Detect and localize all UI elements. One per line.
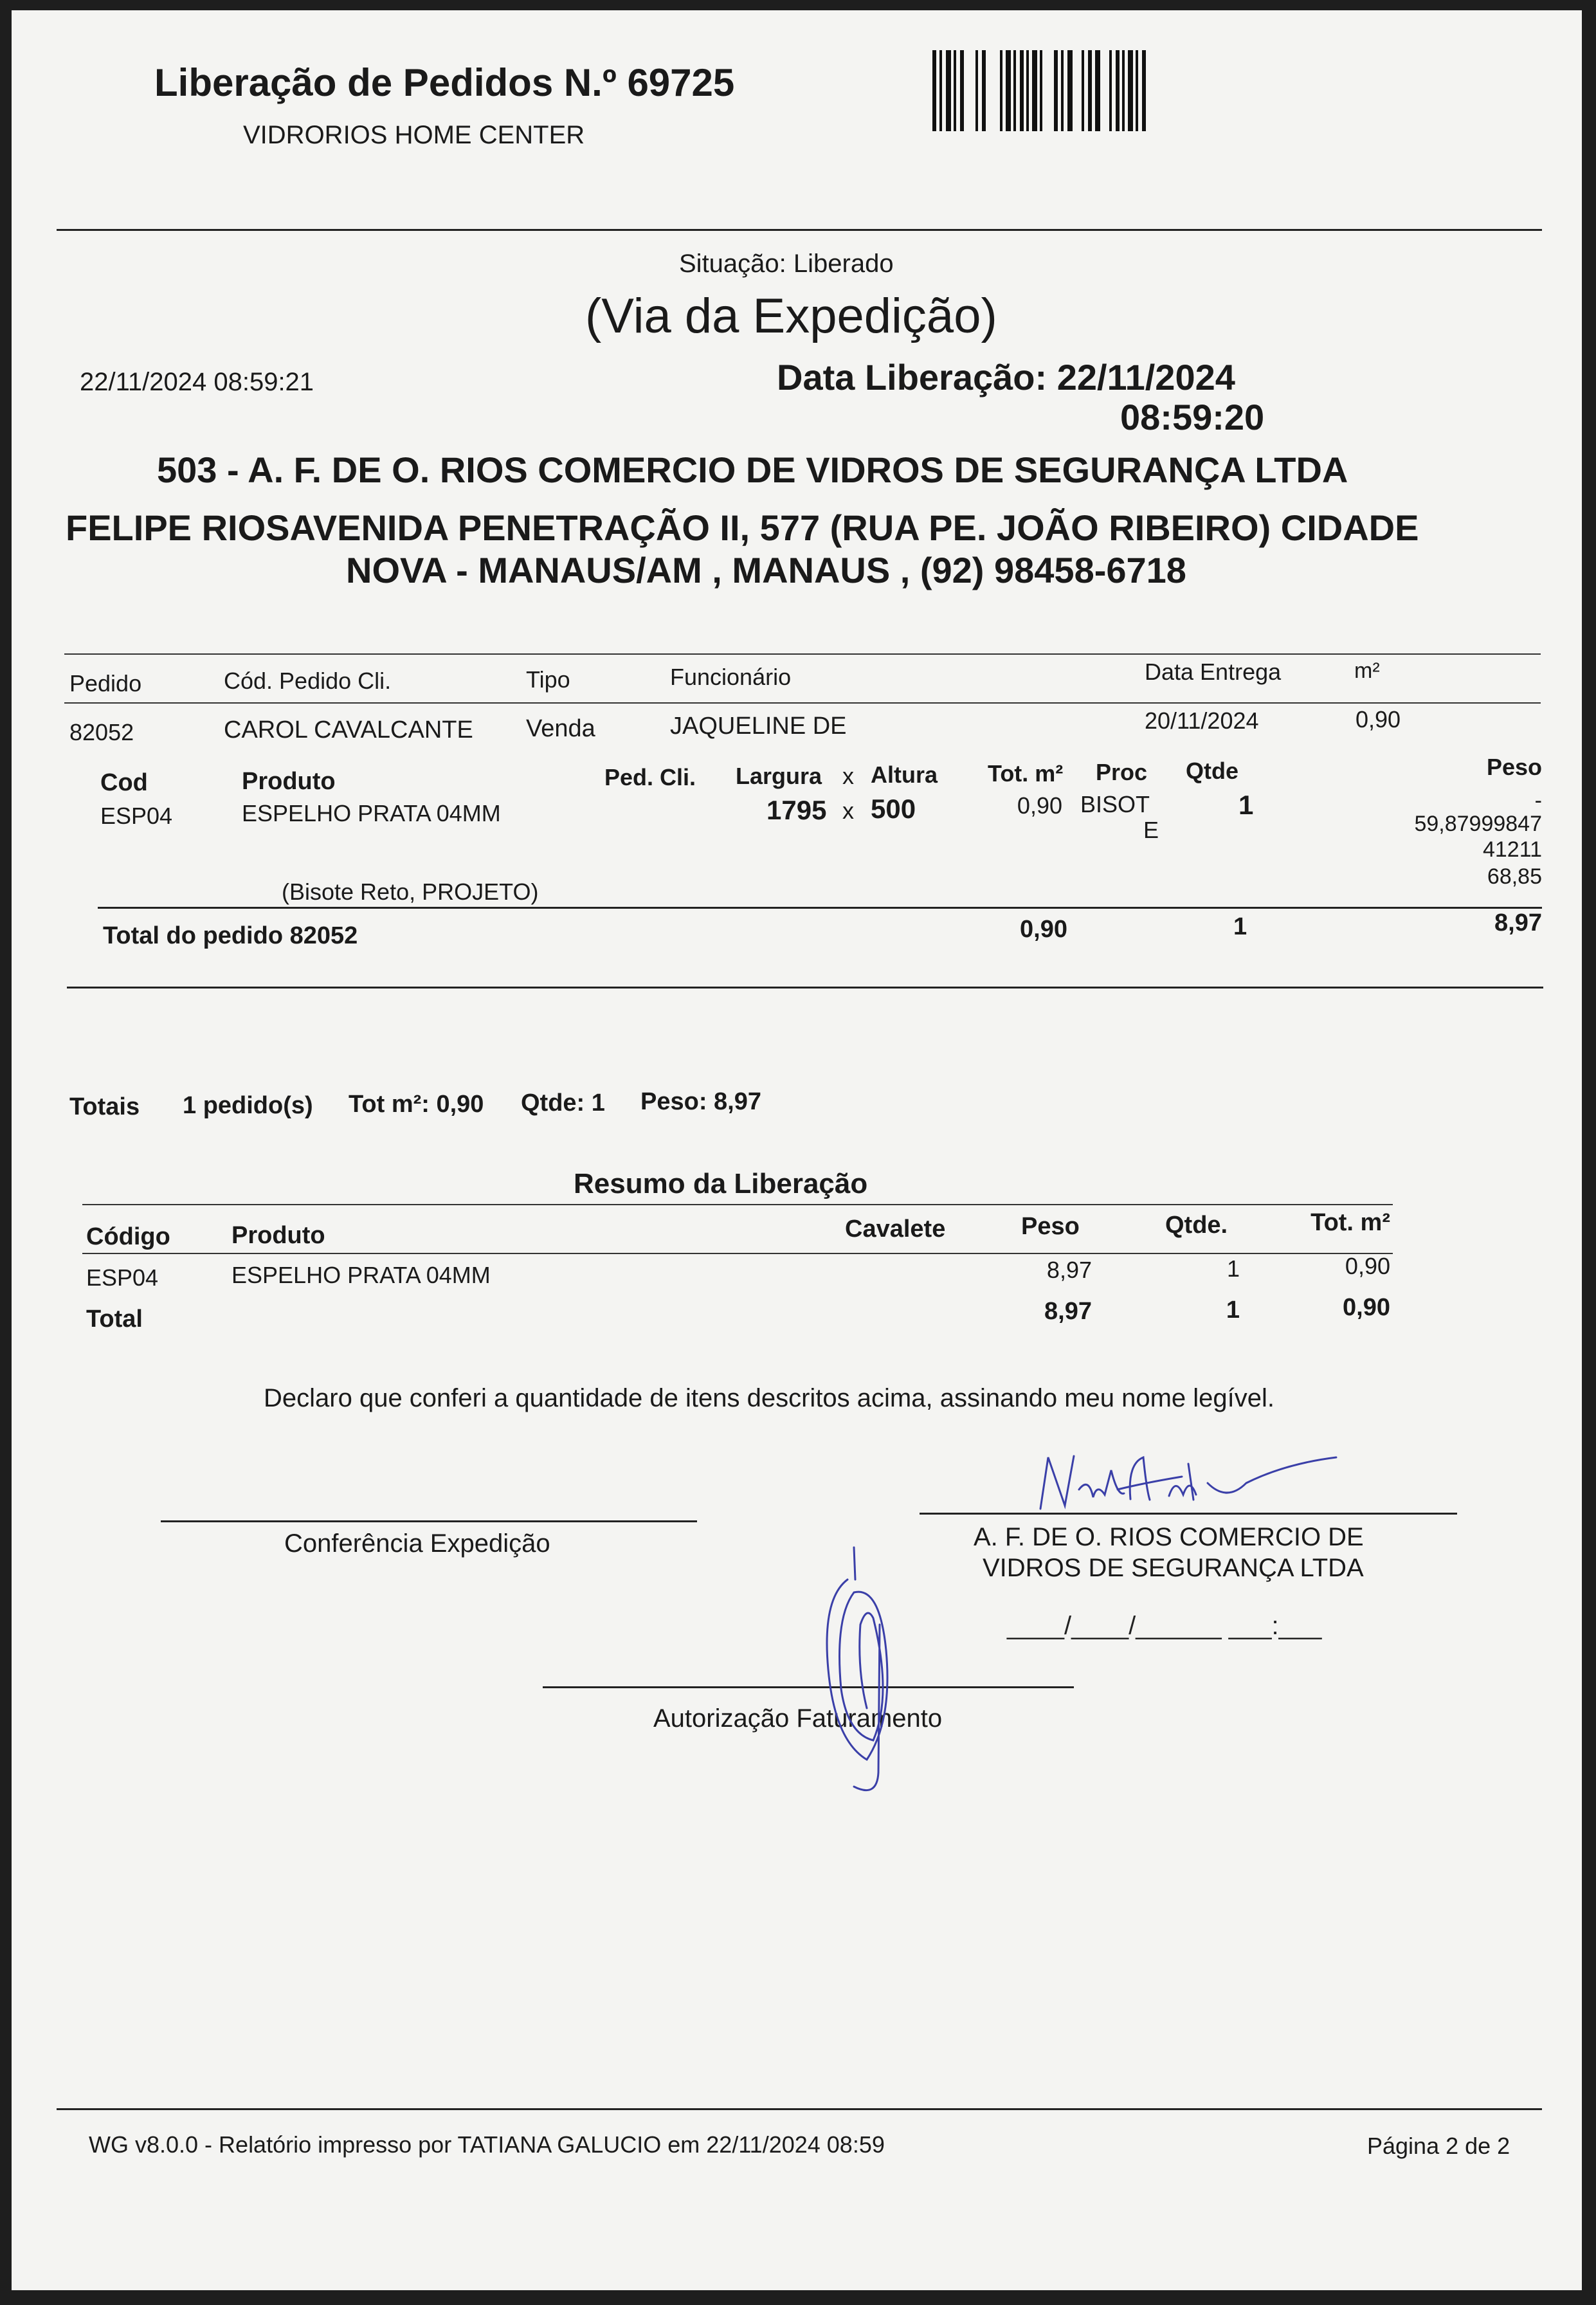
item-col-produto: Produto xyxy=(242,768,336,795)
order-section-bottom-line xyxy=(67,987,1543,989)
order-cod-pedido: CAROL CAVALCANTE xyxy=(224,716,473,743)
resumo-row-qtde: 1 xyxy=(1226,1255,1240,1282)
order-table-header-line xyxy=(64,702,1541,704)
client-name: 503 - A. F. DE O. RIOS COMERCIO DE VIDROS DE SEGURANÇA LTDA xyxy=(157,450,1348,490)
order-total-line xyxy=(98,907,1542,909)
autorizacao-label: Autorização Faturamento xyxy=(653,1704,943,1733)
col-funcionario: Funcionário xyxy=(670,664,792,690)
conferencia-label: Conferência Expedição xyxy=(284,1529,550,1558)
footer-printed-by: WG v8.0.0 - Relatório impresso por TATIANA GALUCIO em 22/11/2024 08:59 xyxy=(89,2131,885,2158)
document-title: Liberação de Pedidos N.º 69725 xyxy=(154,61,735,104)
item-col-peso: Peso xyxy=(1486,754,1542,780)
item-tot-m2: 0,90 xyxy=(1017,792,1062,819)
totals-qtde: Qtde: 1 xyxy=(521,1089,605,1116)
item-qtde: 1 xyxy=(1238,790,1254,820)
order-total-label: Total do pedido 82052 xyxy=(103,922,358,949)
order-total-qtde: 1 xyxy=(1233,913,1247,940)
item-proc-line2: E xyxy=(1143,817,1159,843)
resumo-row-produto: ESPELHO PRATA 04MM xyxy=(231,1262,491,1288)
order-tipo: Venda xyxy=(526,715,595,742)
footer-page-number: Página 2 de 2 xyxy=(1367,2133,1510,2159)
item-proc-line1: BISOT xyxy=(1080,791,1150,817)
item-produto: ESPELHO PRATA 04MM xyxy=(242,800,501,826)
situation-label: Situação: Liberado xyxy=(679,250,894,278)
item-col-tot-m2: Tot. m² xyxy=(988,760,1064,787)
via-label: (Via da Expedição) xyxy=(585,289,997,343)
col-cod-pedido: Cód. Pedido Cli. xyxy=(224,668,392,694)
declaration-text: Declaro que conferi a quantidade de itens descritos acima, assinando meu nome legível. xyxy=(264,1384,1275,1412)
company-name: VIDRORIOS HOME CENTER xyxy=(243,121,585,149)
item-altura: 500 xyxy=(871,794,916,824)
order-data-entrega: 20/11/2024 xyxy=(1145,707,1259,734)
resumo-row-peso: 8,97 xyxy=(1046,1257,1092,1283)
resumo-total-peso: 8,97 xyxy=(1044,1298,1092,1325)
order-funcionario: JAQUELINE DE xyxy=(670,713,847,740)
client-address-line2: NOVA - MANAUS/AM , MANAUS , (92) 98458-6718 xyxy=(346,550,1186,590)
resumo-col-cavalete: Cavalete xyxy=(845,1216,946,1243)
item-largura: 1795 xyxy=(766,795,827,825)
item-col-cod: Cod xyxy=(100,769,148,796)
order-table-top-line xyxy=(64,653,1541,655)
col-tipo: Tipo xyxy=(526,666,570,693)
col-data-entrega: Data Entrega xyxy=(1145,659,1282,685)
item-col-qtde: Qtde xyxy=(1186,758,1239,784)
totals-peso: Peso: 8,97 xyxy=(640,1088,761,1115)
conferencia-signature-line xyxy=(161,1520,697,1522)
order-m2: 0,90 xyxy=(1356,706,1401,733)
resumo-col-peso: Peso xyxy=(1021,1213,1080,1240)
resumo-title: Resumo da Liberação xyxy=(574,1168,868,1199)
resumo-total-label: Total xyxy=(86,1306,143,1333)
document-page xyxy=(12,10,1582,2290)
company-signature-line1: A. F. DE O. RIOS COMERCIO DE xyxy=(974,1523,1364,1551)
client-address-line1: FELIPE RIOSAVENIDA PENETRAÇÃO II, 577 (RUA PE. JOÃO RIBEIRO) CIDADE xyxy=(66,507,1419,548)
company-signature-line2: VIDROS DE SEGURANÇA LTDA xyxy=(983,1554,1364,1582)
handwritten-signature-company xyxy=(1015,1438,1401,1528)
resumo-header-line xyxy=(82,1253,1393,1254)
resumo-col-codigo: Código xyxy=(86,1223,170,1250)
item-x: x xyxy=(842,797,854,824)
order-total-peso: 8,97 xyxy=(1494,909,1542,936)
item-col-largura: Largura xyxy=(736,763,822,789)
resumo-col-produto: Produto xyxy=(231,1222,325,1249)
item-cod: ESP04 xyxy=(100,803,173,829)
totals-pedidos: 1 pedido(s) xyxy=(183,1092,313,1119)
header-divider xyxy=(57,229,1542,231)
item-note: (Bisote Reto, PROJETO) xyxy=(282,879,539,905)
release-time: 08:59:20 xyxy=(1120,397,1265,437)
resumo-total-tot-m2: 0,90 xyxy=(1343,1294,1390,1321)
handwritten-signature-authorization xyxy=(796,1541,925,1811)
signature-date-blank: ____/____/______ ___:___ xyxy=(1007,1612,1322,1640)
item-peso-line1: - xyxy=(1534,788,1542,813)
totals-tot-m2: Tot m²: 0,90 xyxy=(349,1091,484,1118)
item-peso-line3: 41211 xyxy=(1482,837,1542,862)
item-peso-line4: 68,85 xyxy=(1487,864,1542,889)
resumo-col-qtde: Qtde. xyxy=(1165,1212,1228,1239)
item-peso-line2: 59,87999847 xyxy=(1414,812,1542,836)
resumo-col-tot-m2: Tot. m² xyxy=(1310,1209,1390,1236)
footer-divider xyxy=(57,2108,1542,2110)
col-m2: m² xyxy=(1354,659,1380,683)
col-pedido: Pedido xyxy=(69,670,142,697)
item-col-proc: Proc xyxy=(1096,759,1148,785)
resumo-top-line xyxy=(82,1204,1393,1205)
print-datetime: 22/11/2024 08:59:21 xyxy=(80,368,314,396)
resumo-total-qtde: 1 xyxy=(1226,1297,1240,1324)
totals-label: Totais xyxy=(69,1093,140,1120)
item-col-x: x xyxy=(842,763,854,789)
barcode xyxy=(932,50,1201,131)
resumo-row-tot-m2: 0,90 xyxy=(1345,1253,1390,1279)
resumo-row-codigo: ESP04 xyxy=(86,1264,159,1291)
release-date: Data Liberação: 22/11/2024 xyxy=(777,357,1235,397)
order-pedido: 82052 xyxy=(69,719,134,745)
item-col-ped-cli: Ped. Cli. xyxy=(604,764,696,790)
item-col-altura: Altura xyxy=(871,761,938,788)
order-total-m2: 0,90 xyxy=(1020,916,1067,943)
